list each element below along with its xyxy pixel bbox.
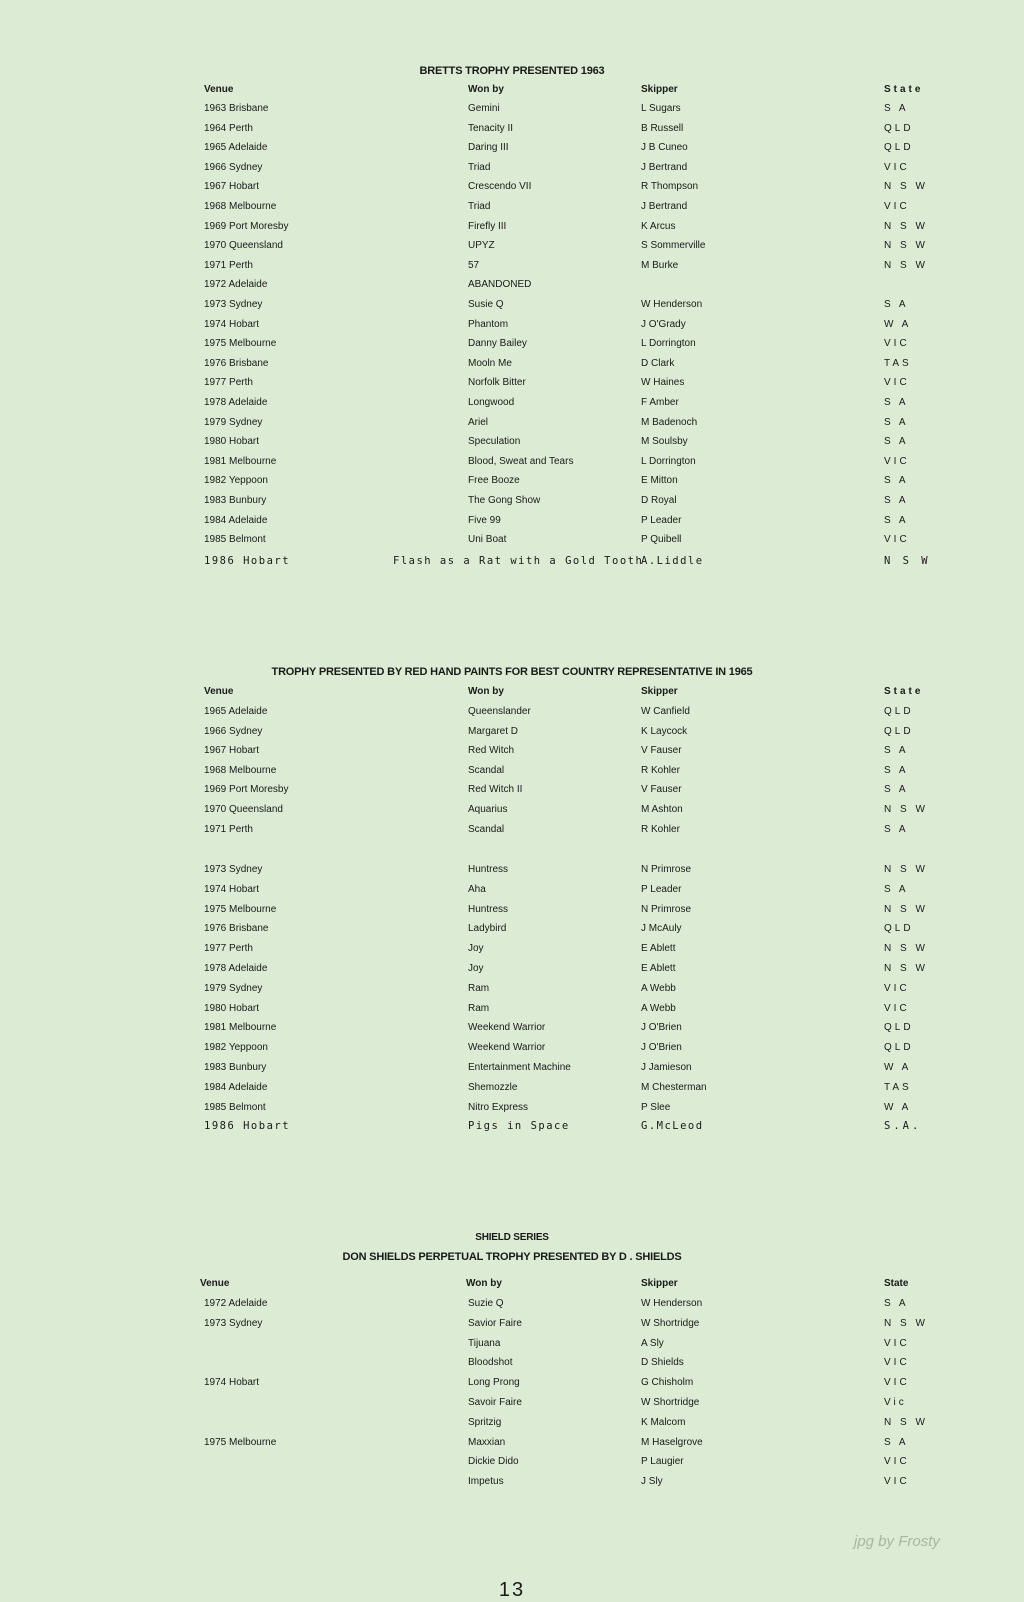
row-skipper: W Haines <box>641 377 685 389</box>
row-state: N S W <box>884 963 928 974</box>
table-row <box>0 162 1024 180</box>
row-state: N S W <box>884 864 928 875</box>
row-state: QLD <box>884 142 914 154</box>
row-state: VIC <box>884 1357 910 1369</box>
row-state: S A <box>884 1298 909 1309</box>
row-state: S A <box>884 103 909 114</box>
row-skipper: A Sly <box>641 1337 664 1349</box>
row-won-by: Speculation <box>468 436 521 448</box>
table-row <box>0 103 1024 121</box>
row-won-by: Joy <box>468 943 484 955</box>
row-skipper: D Clark <box>641 357 675 369</box>
header-skipper: Skipper <box>641 1278 678 1289</box>
table-row <box>0 515 1024 533</box>
row-skipper: P Leader <box>641 883 682 895</box>
table-row <box>0 1003 1024 1021</box>
table-row <box>0 983 1024 1001</box>
row-skipper: A Webb <box>641 1002 676 1014</box>
table-row <box>0 765 1024 783</box>
header-venue: Venue <box>204 686 234 697</box>
row-state: VIC <box>884 1456 910 1468</box>
row-venue: 1970 Queensland <box>204 804 283 815</box>
header-state: State <box>884 686 924 697</box>
row-state: S A <box>884 475 909 487</box>
row-won-by: Tijuana <box>468 1337 501 1349</box>
row-venue: 1978 Adelaide <box>204 397 268 408</box>
table-row <box>0 1417 1024 1435</box>
row-venue: 1974 Hobart <box>204 318 260 330</box>
row-won-by: Ram <box>468 982 490 994</box>
table-row <box>0 456 1024 474</box>
table-row <box>0 963 1024 981</box>
row-skipper: D Shields <box>641 1357 684 1369</box>
table-row <box>0 706 1024 724</box>
row-skipper: G.McLeod <box>641 1120 704 1132</box>
table-row <box>0 884 1024 902</box>
table-row <box>0 726 1024 744</box>
row-skipper: R Kohler <box>641 764 680 776</box>
row-state: W A <box>884 1062 912 1073</box>
row-venue: 1969 Port Moresby <box>204 220 289 232</box>
row-venue: 1973 Sydney <box>204 1317 263 1329</box>
row-state: W A <box>884 318 912 330</box>
row-won-by: Long Prong <box>468 1377 520 1389</box>
row-venue: 1983 Bunbury <box>204 1062 267 1073</box>
row-skipper: K Arcus <box>641 220 676 232</box>
table-row <box>0 319 1024 337</box>
row-skipper: J Sly <box>641 1476 663 1488</box>
row-skipper: M Badenoch <box>641 416 698 428</box>
row-won-by: Ram <box>468 1002 490 1014</box>
row-venue: 1966 Sydney <box>204 725 263 737</box>
row-skipper: E Ablett <box>641 963 676 974</box>
row-venue: 1972 Adelaide <box>204 1298 268 1309</box>
row-state: S A <box>884 883 909 895</box>
row-venue: 1977 Perth <box>204 943 253 955</box>
row-venue: 1982 Yeppoon <box>204 1042 268 1054</box>
row-venue: 1986 Hobart <box>204 555 291 567</box>
row-won-by: Tenacity II <box>468 122 514 134</box>
row-skipper: M Ashton <box>641 804 683 815</box>
row-skipper: R Kohler <box>641 823 680 835</box>
row-state: VIC <box>884 534 910 546</box>
table-row <box>0 338 1024 356</box>
row-won-by: Phantom <box>468 318 509 330</box>
row-skipper: L Dorrington <box>641 455 696 467</box>
row-venue: 1984 Adelaide <box>204 514 268 526</box>
row-skipper: E Mitton <box>641 475 678 487</box>
row-venue: 1973 Sydney <box>204 864 263 875</box>
row-won-by: Savior Faire <box>468 1317 522 1329</box>
row-venue: 1985 Belmont <box>204 534 266 546</box>
row-venue: 1973 Sydney <box>204 299 263 310</box>
row-skipper: P Quibell <box>641 534 682 546</box>
row-won-by: Joy <box>468 963 484 974</box>
row-state: S A <box>884 764 909 776</box>
row-won-by: Huntress <box>468 903 509 915</box>
row-skipper: J Bertrand <box>641 161 688 173</box>
table-row <box>0 1318 1024 1336</box>
table-row <box>0 923 1024 941</box>
row-skipper: M Chesterman <box>641 1081 707 1093</box>
row-state: N S W <box>884 259 928 271</box>
row-won-by: Uni Boat <box>468 534 507 546</box>
table-row <box>0 221 1024 239</box>
table-row <box>0 1357 1024 1375</box>
row-state: N S W <box>884 240 928 252</box>
row-skipper: A.Liddle <box>641 555 704 567</box>
row-venue: 1974 Hobart <box>204 883 260 895</box>
row-won-by: Maxxian <box>468 1436 506 1448</box>
row-state: N S W <box>884 220 928 232</box>
table-row <box>0 1338 1024 1356</box>
row-state: N S W <box>884 903 928 915</box>
row-state: N S W <box>884 943 928 955</box>
row-skipper: D Royal <box>641 495 677 506</box>
row-state: N S W <box>884 181 928 193</box>
table-row <box>0 495 1024 513</box>
row-state: VIC <box>884 1377 910 1389</box>
row-state: VIC <box>884 338 910 350</box>
don-shields-trophy-title: DON SHIELDS PERPETUAL TROPHY PRESENTED BY D . SHIELDS <box>342 1251 682 1263</box>
row-venue: 1967 Hobart <box>204 745 260 757</box>
table-row <box>0 1062 1024 1080</box>
header-skipper: Skipper <box>641 84 678 95</box>
table-row <box>0 804 1024 822</box>
row-state: QLD <box>884 725 914 737</box>
row-skipper: L Sugars <box>641 103 681 114</box>
row-skipper: J Bertrand <box>641 201 688 212</box>
header-won-by: Won by <box>468 686 504 697</box>
header-state: State <box>884 1278 909 1289</box>
row-state: QLD <box>884 122 914 134</box>
row-skipper: E Ablett <box>641 943 676 955</box>
red-hand-trophy-title: TROPHY PRESENTED BY RED HAND PAINTS FOR BEST COUNTRY REPRESENTATIVE IN 1965 <box>271 666 753 678</box>
row-won-by: Norfolk Bitter <box>468 377 526 389</box>
row-skipper: M Soulsby <box>641 436 688 448</box>
row-skipper: V Fauser <box>641 784 682 796</box>
image-credit: jpg by Frosty <box>854 1533 940 1550</box>
table-row <box>0 904 1024 922</box>
row-state: VIC <box>884 1476 910 1488</box>
header-venue: Venue <box>200 1278 230 1289</box>
row-venue: 1986 Hobart <box>204 1120 291 1132</box>
row-venue: 1979 Sydney <box>204 416 263 428</box>
row-state: VIC <box>884 982 910 994</box>
table-row <box>0 1476 1024 1494</box>
row-venue: 1976 Brisbane <box>204 357 269 369</box>
row-won-by: Ladybird <box>468 923 507 935</box>
row-state: VIC <box>884 1337 910 1349</box>
row-state: VIC <box>884 1002 910 1014</box>
table-row <box>0 864 1024 882</box>
row-won-by: Red Witch <box>468 745 515 757</box>
row-state: S A <box>884 495 909 506</box>
table-row <box>0 1397 1024 1415</box>
row-state: N S W <box>884 555 931 567</box>
row-skipper: W Henderson <box>641 299 703 310</box>
table-row <box>0 181 1024 199</box>
row-skipper: K Laycock <box>641 725 688 737</box>
bretts-header-row <box>0 84 1024 102</box>
row-state: VIC <box>884 161 910 173</box>
row-skipper: R Thompson <box>641 181 699 193</box>
row-won-by: Savoir Faire <box>468 1397 522 1408</box>
row-state: VIC <box>884 201 910 212</box>
row-venue: 1984 Adelaide <box>204 1081 268 1093</box>
row-won-by: Dickie Dido <box>468 1456 519 1468</box>
row-venue: 1965 Adelaide <box>204 142 268 154</box>
row-skipper: G Chisholm <box>641 1377 694 1389</box>
row-skipper: J O'Grady <box>641 318 686 330</box>
row-skipper: M Haselgrove <box>641 1436 703 1448</box>
row-venue: 1972 Adelaide <box>204 279 268 291</box>
table-row <box>0 534 1024 552</box>
row-skipper: V Fauser <box>641 745 682 757</box>
table-row <box>0 555 1024 573</box>
row-won-by: Aha <box>468 883 486 895</box>
table-row <box>0 417 1024 435</box>
table-row <box>0 943 1024 961</box>
table-row <box>0 123 1024 141</box>
row-skipper: P Slee <box>641 1101 671 1113</box>
row-state: S A <box>884 514 909 526</box>
row-skipper: J Jamieson <box>641 1062 692 1073</box>
row-skipper: J McAuly <box>641 923 682 935</box>
row-state: S A <box>884 784 909 796</box>
row-won-by: Weekend Warrior <box>468 1022 546 1034</box>
row-won-by: Longwood <box>468 397 515 408</box>
row-skipper: M Burke <box>641 259 679 271</box>
row-skipper: B Russell <box>641 122 684 134</box>
row-won-by: Pigs in Space <box>468 1120 570 1132</box>
row-skipper: K Malcom <box>641 1416 686 1428</box>
header-venue: Venue <box>204 84 234 95</box>
row-won-by: 57 <box>468 259 480 271</box>
row-won-by: Gemini <box>468 103 500 114</box>
row-state: S.A. <box>884 1120 922 1132</box>
row-skipper: N Primrose <box>641 864 692 875</box>
shield-series-title: SHIELD SERIES <box>475 1232 549 1243</box>
row-skipper: N Primrose <box>641 903 692 915</box>
row-won-by: Shemozzle <box>468 1081 518 1093</box>
row-won-by: Firefly III <box>468 220 507 232</box>
row-venue: 1970 Queensland <box>204 240 283 252</box>
row-won-by: Mooln Me <box>468 357 512 369</box>
row-state: QLD <box>884 923 914 935</box>
table-row <box>0 279 1024 297</box>
row-skipper: J O'Brien <box>641 1042 682 1054</box>
table-row <box>0 1022 1024 1040</box>
row-skipper: S Sommerville <box>641 240 706 252</box>
row-state: S A <box>884 823 909 835</box>
row-won-by: ABANDONED <box>468 279 532 291</box>
table-row <box>0 1082 1024 1100</box>
table-row <box>0 436 1024 454</box>
row-venue: 1975 Melbourne <box>204 903 277 915</box>
row-venue: 1971 Perth <box>204 259 253 271</box>
row-won-by: Spritzig <box>468 1416 502 1428</box>
table-row <box>0 260 1024 278</box>
row-won-by: Suzie Q <box>468 1298 504 1309</box>
row-venue: 1975 Melbourne <box>204 1436 277 1448</box>
row-state: Vic <box>884 1397 907 1408</box>
row-state: TAS <box>884 1081 912 1093</box>
row-won-by: Triad <box>468 201 491 212</box>
table-row <box>0 1298 1024 1316</box>
shield-header-row <box>0 1278 1024 1296</box>
page-number: 13 <box>498 1579 526 1601</box>
row-won-by: Scandal <box>468 823 505 835</box>
row-state: W A <box>884 1101 912 1113</box>
header-won-by: Won by <box>466 1278 502 1289</box>
row-venue: 1964 Perth <box>204 122 253 134</box>
table-row <box>0 784 1024 802</box>
row-venue: 1967 Hobart <box>204 181 260 193</box>
row-state: VIC <box>884 377 910 389</box>
row-won-by: Crescendo VII <box>468 181 532 193</box>
header-state: State <box>884 84 924 95</box>
row-skipper: L Dorrington <box>641 338 696 350</box>
row-state: S A <box>884 436 909 448</box>
row-venue: 1966 Sydney <box>204 161 263 173</box>
red-hand-header-row <box>0 686 1024 704</box>
row-won-by: UPYZ <box>468 240 495 252</box>
row-state: S A <box>884 299 909 310</box>
row-venue: 1963 Brisbane <box>204 103 269 114</box>
row-state: VIC <box>884 455 910 467</box>
row-won-by: Bloodshot <box>468 1357 513 1369</box>
row-state: TAS <box>884 357 912 369</box>
row-state: N S W <box>884 1317 928 1329</box>
bretts-trophy-title: BRETTS TROPHY PRESENTED 1963 <box>419 65 605 77</box>
header-won-by: Won by <box>468 84 504 95</box>
row-state: QLD <box>884 1022 914 1034</box>
table-row <box>0 475 1024 493</box>
row-won-by: Huntress <box>468 864 509 875</box>
row-won-by: Five 99 <box>468 514 501 526</box>
table-row <box>0 1120 1024 1138</box>
row-venue: 1980 Hobart <box>204 436 260 448</box>
row-skipper: W Henderson <box>641 1298 703 1309</box>
table-row <box>0 824 1024 842</box>
row-state: QLD <box>884 706 914 717</box>
row-skipper: P Laugier <box>641 1456 684 1468</box>
row-venue: 1985 Belmont <box>204 1101 266 1113</box>
row-venue: 1968 Melbourne <box>204 764 277 776</box>
row-venue: 1969 Port Moresby <box>204 784 289 796</box>
table-row <box>0 1102 1024 1120</box>
table-row <box>0 240 1024 258</box>
row-skipper: F Amber <box>641 397 679 408</box>
row-won-by: Impetus <box>468 1476 504 1488</box>
row-won-by: Scandal <box>468 764 505 776</box>
row-skipper: W Shortridge <box>641 1397 700 1408</box>
row-won-by: Nitro Express <box>468 1101 529 1113</box>
row-venue: 1965 Adelaide <box>204 706 268 717</box>
row-won-by: Danny Bailey <box>468 338 527 350</box>
row-venue: 1983 Bunbury <box>204 495 267 506</box>
row-state: S A <box>884 397 909 408</box>
row-won-by: Susie Q <box>468 299 504 310</box>
row-skipper: A Webb <box>641 982 676 994</box>
row-won-by: Weekend Warrior <box>468 1042 546 1054</box>
row-venue: 1975 Melbourne <box>204 338 277 350</box>
table-row <box>0 745 1024 763</box>
row-won-by: Triad <box>468 161 491 173</box>
header-skipper: Skipper <box>641 686 678 697</box>
table-row <box>0 1377 1024 1395</box>
row-skipper: J O'Brien <box>641 1022 682 1034</box>
row-skipper: J B Cuneo <box>641 142 688 154</box>
row-venue: 1980 Hobart <box>204 1002 260 1014</box>
row-state: QLD <box>884 1042 914 1054</box>
row-skipper: W Shortridge <box>641 1317 700 1329</box>
table-row <box>0 397 1024 415</box>
table-row <box>0 142 1024 160</box>
row-state: S A <box>884 416 909 428</box>
row-won-by: Queenslander <box>468 706 531 717</box>
row-state: N S W <box>884 804 928 815</box>
row-skipper: P Leader <box>641 514 682 526</box>
row-state: N S W <box>884 1416 928 1428</box>
table-row <box>0 201 1024 219</box>
row-state: S A <box>884 745 909 757</box>
table-row <box>0 377 1024 395</box>
row-venue: 1971 Perth <box>204 823 253 835</box>
row-won-by: Margaret D <box>468 725 519 737</box>
row-venue: 1981 Melbourne <box>204 1022 277 1034</box>
row-venue: 1978 Adelaide <box>204 963 268 974</box>
row-won-by: The Gong Show <box>468 495 541 506</box>
row-won-by: Free Booze <box>468 475 520 487</box>
row-won-by: Daring III <box>468 142 509 154</box>
row-won-by: Red Witch II <box>468 784 523 796</box>
row-venue: 1974 Hobart <box>204 1377 260 1389</box>
row-won-by: Blood, Sweat and Tears <box>468 455 574 467</box>
table-row <box>0 1437 1024 1455</box>
table-row <box>0 1042 1024 1060</box>
row-won-by: Ariel <box>468 416 489 428</box>
row-venue: 1979 Sydney <box>204 982 263 994</box>
table-row <box>0 1456 1024 1474</box>
table-row <box>0 358 1024 376</box>
row-skipper: W Canfield <box>641 706 690 717</box>
table-row <box>0 299 1024 317</box>
row-won-by: Entertainment Machine <box>468 1062 571 1073</box>
row-venue: 1976 Brisbane <box>204 923 269 935</box>
row-venue: 1981 Melbourne <box>204 455 277 467</box>
row-won-by: Flash as a Rat with a Gold Tooth <box>393 555 644 567</box>
row-venue: 1968 Melbourne <box>204 201 277 212</box>
row-state: S A <box>884 1436 909 1448</box>
row-venue: 1982 Yeppoon <box>204 475 268 487</box>
row-venue: 1977 Perth <box>204 377 253 389</box>
row-won-by: Aquarius <box>468 804 508 815</box>
